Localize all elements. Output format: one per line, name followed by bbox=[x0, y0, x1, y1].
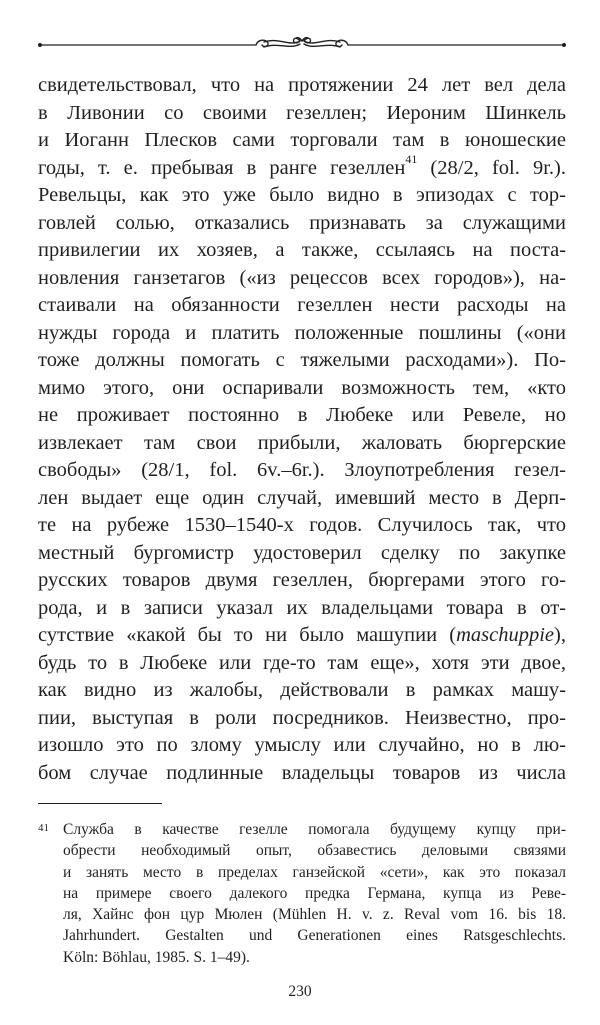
text-line: стаивали на обязанности гезеллен нести расходы на bbox=[38, 294, 566, 316]
footnote-line: Jahrhundert. Gestalten und Generationen eines Ratsgeschlechts. bbox=[63, 927, 566, 945]
footnote-line: ля, Хайнс фон цур Мюлен (Mühlen H. v. z. Reval vom 16. bis 18. bbox=[63, 906, 566, 924]
text-line: лен выдает еще один случай, имевший место в Дерп- bbox=[38, 486, 566, 509]
text-line: будь то в Любеке или где-то там еще», хотя эти двое, bbox=[38, 651, 566, 674]
page-number: 230 bbox=[288, 983, 312, 1000]
text-line: рода, и в записи указал их владельцами товара в от- bbox=[38, 596, 566, 619]
text-line: бом случае подлинные владельцы товаров из числа bbox=[38, 761, 566, 784]
text-line: нужды города и платить положенные пошлины («они bbox=[38, 321, 566, 344]
text-line: Ревельцы, как это уже было видно в эпизодах с тор- bbox=[38, 184, 566, 206]
text-fragment: (28/2, fol. 9r.). bbox=[417, 156, 566, 179]
footnote-line: и занять место в пределах ганзейской «сети», как это показал bbox=[63, 863, 566, 881]
text-line: местный бургомистр удостоверил сделку по закупке bbox=[38, 541, 566, 564]
text-line: пии, выступая в роли посредников. Неизвестно, про- bbox=[38, 706, 566, 729]
text-line: мимо этого, они оспаривали возможность тем, «кто bbox=[38, 376, 566, 399]
text-line-with-footnote-ref bbox=[38, 151, 566, 183]
text-fragment: годы, т. е. пребывая в ранге гезеллен bbox=[38, 156, 406, 179]
text-line: говлей солью, отказались признавать за служащими bbox=[38, 211, 566, 234]
footnote-line: обрести необходимый опыт, обзавестись деловыми связями bbox=[63, 842, 566, 860]
text-line: тоже должны помогать с тяжелыми расходами»). По- bbox=[38, 349, 566, 371]
text-line: те на рубеже 1530–1540-х годов. Случилось так, что bbox=[38, 514, 566, 536]
footnote-body bbox=[63, 819, 566, 968]
footnote-line: на примере своего далекого предка Германа, купца из Реве- bbox=[63, 884, 566, 902]
footnote-reference[interactable]: 41 bbox=[405, 151, 418, 166]
footnote-line: Köln: Böhlau, 1985. S. 1–49). bbox=[63, 948, 250, 966]
text-line: свободы» (28/1, fol. 6v.–6r.). Злоупотребления гезел- bbox=[38, 459, 566, 481]
text-line: изошло это по злому умыслу или случайно, но в лю- bbox=[38, 734, 566, 756]
italic-term: maschuppie bbox=[456, 624, 555, 646]
text-line-with-italic bbox=[38, 622, 566, 650]
text-line: русских товаров двумя гезеллен, бюргерами этого го- bbox=[38, 569, 566, 591]
main-body-text bbox=[38, 72, 566, 787]
text-line: как видно из жалобы, действовали в рамках машу- bbox=[38, 679, 566, 701]
text-line: и Иоганн Плесков сами торговали там в юношеские bbox=[38, 129, 566, 151]
text-fragment: ), bbox=[554, 624, 566, 646]
text-line: привилегии их хозяев, а также, ссылаясь на поста- bbox=[38, 239, 566, 261]
footnote-41 bbox=[38, 819, 566, 968]
footnote-line: Служба в качестве гезелле помогала будущему купцу при- bbox=[63, 821, 566, 838]
text-fragment: сутствие «какой бы то ни было машупии ( bbox=[38, 624, 457, 646]
text-line: не проживает постоянно в Любеке или Ревеле, но bbox=[38, 404, 566, 426]
text-line: свидетельствовал, что на протяжении 24 лет вел дела bbox=[38, 74, 566, 96]
footnote-separator bbox=[38, 803, 162, 804]
text-line: новления ганзетагов («из рецессов всех городов»), на- bbox=[38, 266, 566, 289]
text-line: в Ливонии со своими гезеллен; Иероним Шинкель bbox=[38, 101, 566, 124]
text-line: извлекает там свои прибыли, жаловать бюргерские bbox=[38, 431, 566, 454]
header-ornament-divider bbox=[38, 35, 566, 51]
footnote-number: 41 bbox=[38, 822, 49, 834]
